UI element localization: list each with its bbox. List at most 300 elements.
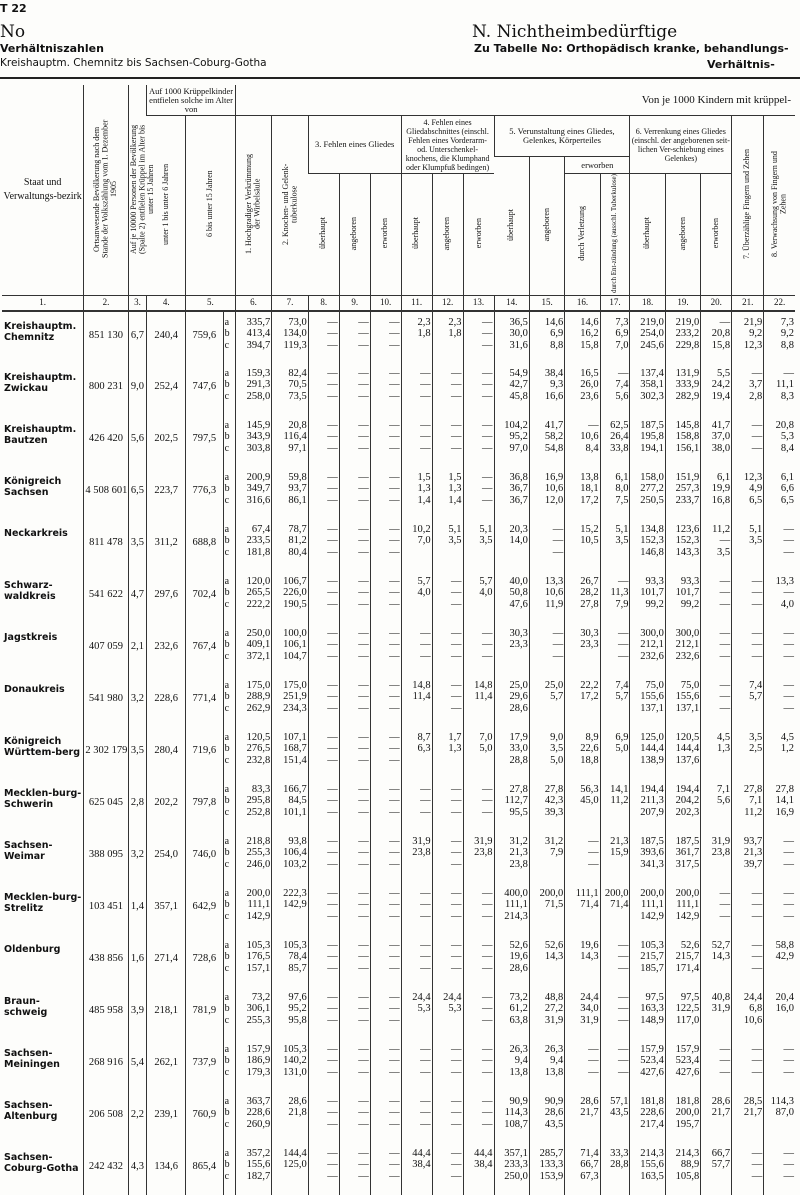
value-cell-c11 (401, 519, 432, 571)
value: — (389, 899, 400, 911)
value: 66,7 (580, 1159, 599, 1171)
value-cell-c13 (463, 1143, 494, 1195)
value: 1,3 (448, 483, 462, 495)
value: 17,2 (580, 691, 599, 703)
value-cell-c12 (432, 987, 463, 1039)
value: 75,0 (645, 679, 664, 691)
value: 23,8 (711, 847, 731, 859)
value: 8,7 (417, 731, 431, 743)
value-cell-c20 (701, 987, 732, 1039)
value: 2,5 (749, 743, 763, 755)
value: — (327, 328, 338, 340)
value: 14,3 (711, 951, 731, 963)
value: 138,9 (640, 754, 664, 766)
value: 73,0 (288, 316, 307, 328)
value: — (617, 1043, 629, 1055)
header-verwachsung: 8. Verwachsung von Fingern und Zehen (764, 116, 795, 296)
value-cell-c15 (529, 831, 564, 883)
value: 7,4 (749, 679, 763, 691)
value: — (719, 910, 731, 922)
value: — (751, 1159, 763, 1171)
value: — (451, 431, 462, 443)
value: 229,8 (675, 339, 700, 351)
value: 200,0 (675, 1107, 700, 1119)
age-1-6-cell: 297,6 (147, 571, 186, 623)
value-cell-c18 (630, 1091, 665, 1143)
value-cell-c21 (732, 727, 764, 779)
value: — (751, 887, 763, 899)
value-cell-c21 (732, 467, 764, 519)
value-cell-c19 (665, 727, 700, 779)
value-cell-c14 (494, 987, 529, 1039)
value-cell-c15 (529, 363, 564, 415)
value: — (751, 899, 763, 911)
value-cell-c20 (701, 831, 732, 883)
value: — (420, 1043, 431, 1055)
value: 26,7 (580, 575, 599, 587)
value: — (389, 598, 400, 610)
value: — (482, 627, 493, 639)
value-cell-c14 (494, 519, 529, 571)
abc-marker: c (224, 339, 230, 351)
value-cell-c13 (463, 831, 494, 883)
value: 24,4 (443, 991, 462, 1003)
value: — (389, 1066, 400, 1078)
header-fehlen-gliedes: 3. Fehlen eines Gliedes (308, 116, 401, 174)
abc-marker: b (224, 431, 230, 443)
value: 7,4 (615, 379, 629, 391)
value-cell-c19 (665, 1091, 700, 1143)
value-cell-c12 (432, 935, 463, 987)
value: — (420, 951, 431, 963)
value-cell-c15 (529, 415, 564, 467)
value: 44,4 (412, 1147, 431, 1159)
value: — (451, 442, 462, 454)
district-name: Sachsen-Altenburg (4, 1099, 58, 1122)
value-cell-c7 (272, 987, 308, 1039)
abc-marker: a (224, 1043, 230, 1055)
value: — (719, 575, 731, 587)
value-cell-c7 (272, 467, 308, 519)
value: — (751, 598, 763, 610)
value: — (552, 627, 564, 639)
value-cell-c11 (401, 623, 432, 675)
value: 168,7 (283, 743, 307, 755)
value: 317,5 (675, 858, 700, 870)
value-cell-c6 (235, 363, 271, 415)
value-cell-c10 (370, 623, 401, 675)
abc-marker: b (224, 535, 230, 547)
right-title: N. Nichtheimbedürftige (472, 22, 678, 42)
value: — (451, 910, 462, 922)
value-cell-c19 (665, 831, 700, 883)
value: 5,0 (479, 743, 493, 755)
value: 120,0 (246, 575, 271, 587)
value: 194,4 (675, 783, 700, 795)
header-g6-erworben: erworben (701, 174, 732, 296)
abc-marker-cell (223, 311, 235, 363)
value: 25,0 (509, 679, 528, 691)
value-cell-c12 (432, 571, 463, 623)
abc-marker: a (224, 679, 230, 691)
value: 28,6 (711, 1095, 731, 1107)
population-cell: 103 451 (84, 883, 128, 935)
value: 111,1 (247, 899, 271, 911)
value: 45,8 (509, 390, 528, 402)
value: — (451, 1118, 462, 1130)
value: 361,7 (675, 847, 700, 859)
value-cell-c16 (565, 1143, 600, 1195)
value: 214,3 (504, 910, 528, 922)
value: — (451, 951, 462, 963)
value-cell-c16 (565, 935, 600, 987)
header-fehlen-abschnitt: 4. Fehlen eines Gliedabschnittes (einschl. Fehlen eines Vorderarm- od. Unterschenkel-knochens, die Klumphand oder Klumpfuß bedingen) (401, 116, 494, 174)
value: — (451, 639, 462, 651)
district-name: Oldenburg (4, 943, 61, 955)
value: — (482, 806, 493, 818)
abc-marker: b (224, 328, 230, 340)
value: 202,3 (675, 806, 700, 818)
value: 13,8 (544, 1066, 564, 1078)
value: — (358, 795, 369, 807)
value: 26,3 (544, 1043, 564, 1055)
value: — (358, 835, 369, 847)
value: 80,4 (288, 546, 307, 558)
value-cell-c10 (370, 311, 401, 363)
value: — (783, 858, 794, 870)
value-cell-c16 (565, 1091, 600, 1143)
value: 233,5 (246, 535, 271, 547)
value-cell-c17 (600, 1039, 630, 1091)
header-wirbelsaeule: 1. Hochgradiger Verkrümmung der Wirbelsäule (235, 116, 271, 296)
value-cell-c16 (565, 415, 600, 467)
value: — (327, 627, 338, 639)
value-cell-c15 (529, 675, 564, 727)
value: 23,3 (580, 639, 599, 651)
value: — (358, 1014, 369, 1026)
value: — (389, 783, 400, 795)
value: 40,8 (711, 991, 731, 1003)
value: — (719, 1055, 731, 1067)
value-cell-c15 (529, 1143, 564, 1195)
value-cell-c19 (665, 467, 700, 519)
abc-marker: b (224, 691, 230, 703)
value: — (617, 367, 629, 379)
value-cell-c16 (565, 1039, 600, 1091)
value: 11,9 (545, 598, 564, 610)
per-10000-cell: 3,5 (128, 519, 147, 571)
value: 125,0 (640, 731, 664, 743)
value: 27,8 (775, 783, 794, 795)
value: — (389, 483, 400, 495)
value: — (420, 431, 431, 443)
value: 47,6 (509, 598, 528, 610)
value-cell-c18 (630, 727, 665, 779)
value: — (451, 390, 462, 402)
value: 155,6 (246, 1159, 271, 1171)
value: — (783, 847, 794, 859)
table-row (2, 675, 795, 727)
value: — (552, 546, 564, 558)
value: 34,0 (580, 1003, 599, 1015)
value: 17,9 (509, 731, 528, 743)
value-cell-c17 (600, 467, 630, 519)
value-cell-c21 (732, 1143, 764, 1195)
value: — (389, 962, 400, 974)
value-cell-c12 (432, 831, 463, 883)
abc-marker: c (224, 702, 230, 714)
value: 212,1 (640, 639, 664, 651)
value: — (783, 835, 794, 847)
value-cell-c13 (463, 519, 494, 571)
value-cell-c7 (272, 883, 308, 935)
age-6-15-cell: 767,4 (186, 623, 224, 675)
value-cell-c22 (764, 883, 795, 935)
value: — (389, 494, 400, 506)
value-cell-c8 (308, 675, 339, 727)
value: 333,9 (675, 379, 700, 391)
value: 57,7 (711, 1159, 731, 1171)
value: 131,9 (675, 367, 700, 379)
value-cell-c6 (235, 883, 271, 935)
value-cell-c16 (565, 987, 600, 1039)
value: 19,9 (711, 483, 731, 495)
value: 42,9 (775, 951, 794, 963)
value: 33,8 (610, 442, 629, 454)
value: — (358, 494, 369, 506)
value: 54,8 (544, 442, 564, 454)
value: 1,4 (417, 494, 431, 506)
value: — (719, 679, 731, 691)
value-cell-c20 (701, 467, 732, 519)
value: — (327, 390, 338, 402)
value: 52,6 (544, 939, 564, 951)
value: 90,9 (544, 1095, 564, 1107)
abc-marker: c (224, 962, 230, 974)
value-cell-c6 (235, 935, 271, 987)
value: 137,6 (675, 754, 700, 766)
value: 58,8 (775, 939, 794, 951)
value: — (358, 951, 369, 963)
table-row (2, 987, 795, 1039)
value-cell-c9 (339, 727, 370, 779)
value: — (482, 639, 493, 651)
per-10000-cell: 2,2 (128, 1091, 147, 1143)
value: — (719, 691, 731, 703)
value-cell-c10 (370, 675, 401, 727)
value: 95,8 (288, 1014, 307, 1026)
value: 42,3 (544, 795, 564, 807)
value: 5,6 (615, 390, 629, 402)
value: 21,7 (580, 1107, 599, 1119)
abc-marker: a (224, 783, 230, 795)
value: 1,3 (448, 743, 462, 755)
value-cell-c7 (272, 1039, 308, 1091)
value: — (327, 731, 338, 743)
table-row (2, 571, 795, 623)
value: — (451, 575, 462, 587)
value: 14,1 (775, 795, 794, 807)
value: 27,8 (743, 783, 763, 795)
value: 1,8 (417, 328, 431, 340)
age-1-6-cell: 239,1 (147, 1091, 186, 1143)
value-cell-c6 (235, 1039, 271, 1091)
age-1-6-cell: 252,4 (147, 363, 186, 415)
value: 5,1 (749, 523, 763, 535)
value: 50,8 (509, 587, 528, 599)
value: 14,0 (509, 535, 528, 547)
value: — (327, 1003, 338, 1015)
value: 251,9 (283, 691, 307, 703)
column-number-row (2, 295, 795, 311)
value: 36,8 (509, 471, 528, 483)
district-name: Braun-schweig (4, 995, 48, 1018)
value: 157,9 (640, 1043, 664, 1055)
column-number: 4. (147, 295, 186, 311)
value: 41,7 (544, 419, 564, 431)
value: 285,7 (539, 1147, 564, 1159)
value-cell-c15 (529, 1039, 564, 1091)
left-subtitle: Kreishauptm. Chemnitz bis Sachsen-Coburg-Gotha (0, 57, 267, 69)
value: 7,1 (749, 795, 763, 807)
value: — (389, 731, 400, 743)
value-cell-c8 (308, 1143, 339, 1195)
value: — (358, 598, 369, 610)
value: 56,3 (580, 783, 599, 795)
value: 7,3 (780, 316, 794, 328)
per-10000-cell: 1,4 (128, 883, 147, 935)
header-g3-erworben: erworben (370, 174, 401, 296)
value: 67,3 (580, 1170, 599, 1182)
value: — (358, 743, 369, 755)
value: 246,0 (246, 858, 271, 870)
value: — (358, 1095, 369, 1107)
value: 234,3 (283, 702, 307, 714)
table-row (2, 1143, 795, 1195)
value: 85,7 (288, 962, 307, 974)
column-number: 14. (494, 295, 529, 311)
value: — (482, 951, 493, 963)
value: 114,3 (504, 1107, 528, 1119)
header-verunstaltung: 5. Verunstaltung eines Gliedes, Gelenkes, Körperteiles (494, 116, 630, 157)
value: — (751, 639, 763, 651)
value: 14,3 (580, 951, 599, 963)
value: — (751, 910, 763, 922)
value-cell-c6 (235, 519, 271, 571)
value: 151,9 (675, 471, 700, 483)
value: 142,9 (640, 910, 664, 922)
value: — (389, 1147, 400, 1159)
value-cell-c10 (370, 1091, 401, 1143)
value: 4,0 (479, 587, 493, 599)
value-cell-c12 (432, 1039, 463, 1091)
table-row (2, 779, 795, 831)
value: 61,2 (509, 1003, 528, 1015)
value: 163,3 (640, 1003, 664, 1015)
value-cell-c10 (370, 779, 401, 831)
value: 7,4 (615, 679, 629, 691)
value: 4,0 (417, 587, 431, 599)
value: 3,5 (448, 535, 462, 547)
value: 181,8 (246, 546, 271, 558)
value: — (327, 1147, 338, 1159)
value: — (420, 639, 431, 651)
value-cell-c21 (732, 363, 764, 415)
value: 393,6 (640, 847, 664, 859)
right-tag: Verhältnis- (707, 58, 775, 71)
abc-marker-cell (223, 779, 235, 831)
value: 137,1 (675, 702, 700, 714)
value: — (327, 650, 338, 662)
per-10000-cell: 3,2 (128, 831, 147, 883)
value: — (451, 627, 462, 639)
value: 212,1 (675, 639, 700, 651)
value-cell-c14 (494, 623, 529, 675)
value: 3,5 (749, 535, 763, 547)
header-population: Ortsanwesende Bevölkerung nach dem Stande der Volkszählung vom 1. Dezember 1905 (84, 85, 128, 295)
value-cell-c6 (235, 831, 271, 883)
value: 182,7 (246, 1170, 271, 1182)
value: — (358, 535, 369, 547)
value: 155,6 (640, 691, 664, 703)
table-row (2, 519, 795, 571)
value: 101,7 (675, 587, 700, 599)
value: 1,2 (780, 743, 794, 755)
table-row (2, 415, 795, 467)
value: — (358, 939, 369, 951)
column-number: 12. (432, 295, 463, 311)
value: 282,9 (675, 390, 700, 402)
value: 36,7 (509, 494, 528, 506)
value: — (617, 991, 629, 1003)
value: — (783, 535, 794, 547)
value-cell-c12 (432, 311, 463, 363)
value: 14,1 (610, 783, 629, 795)
value: 95,2 (509, 431, 528, 443)
per-10000-cell: 1,6 (128, 935, 147, 987)
value: — (327, 795, 338, 807)
value: — (389, 691, 400, 703)
value: 195,8 (640, 431, 664, 443)
value-cell-c17 (600, 779, 630, 831)
value: 31,9 (711, 835, 731, 847)
value: — (327, 962, 338, 974)
value: 215,7 (640, 951, 664, 963)
value-cell-c6 (235, 987, 271, 1039)
value: — (451, 598, 462, 610)
value-cell-c19 (665, 363, 700, 415)
value: 38,4 (544, 367, 564, 379)
value-cell-c17 (600, 1091, 630, 1143)
value: 9,2 (749, 328, 763, 340)
value: 18,1 (580, 483, 599, 495)
value: 23,6 (580, 390, 599, 402)
value: 12,0 (544, 494, 564, 506)
abc-marker: b (224, 795, 230, 807)
value: 262,9 (246, 702, 271, 714)
abc-marker-cell (223, 467, 235, 519)
value: — (389, 951, 400, 963)
value: — (389, 379, 400, 391)
value-cell-c11 (401, 1091, 432, 1143)
column-number: 3. (128, 295, 147, 311)
value-cell-c22 (764, 519, 795, 571)
value: — (358, 702, 369, 714)
value: 155,6 (640, 1159, 664, 1171)
value-cell-c8 (308, 363, 339, 415)
value: — (451, 1095, 462, 1107)
value: 99,2 (645, 598, 664, 610)
